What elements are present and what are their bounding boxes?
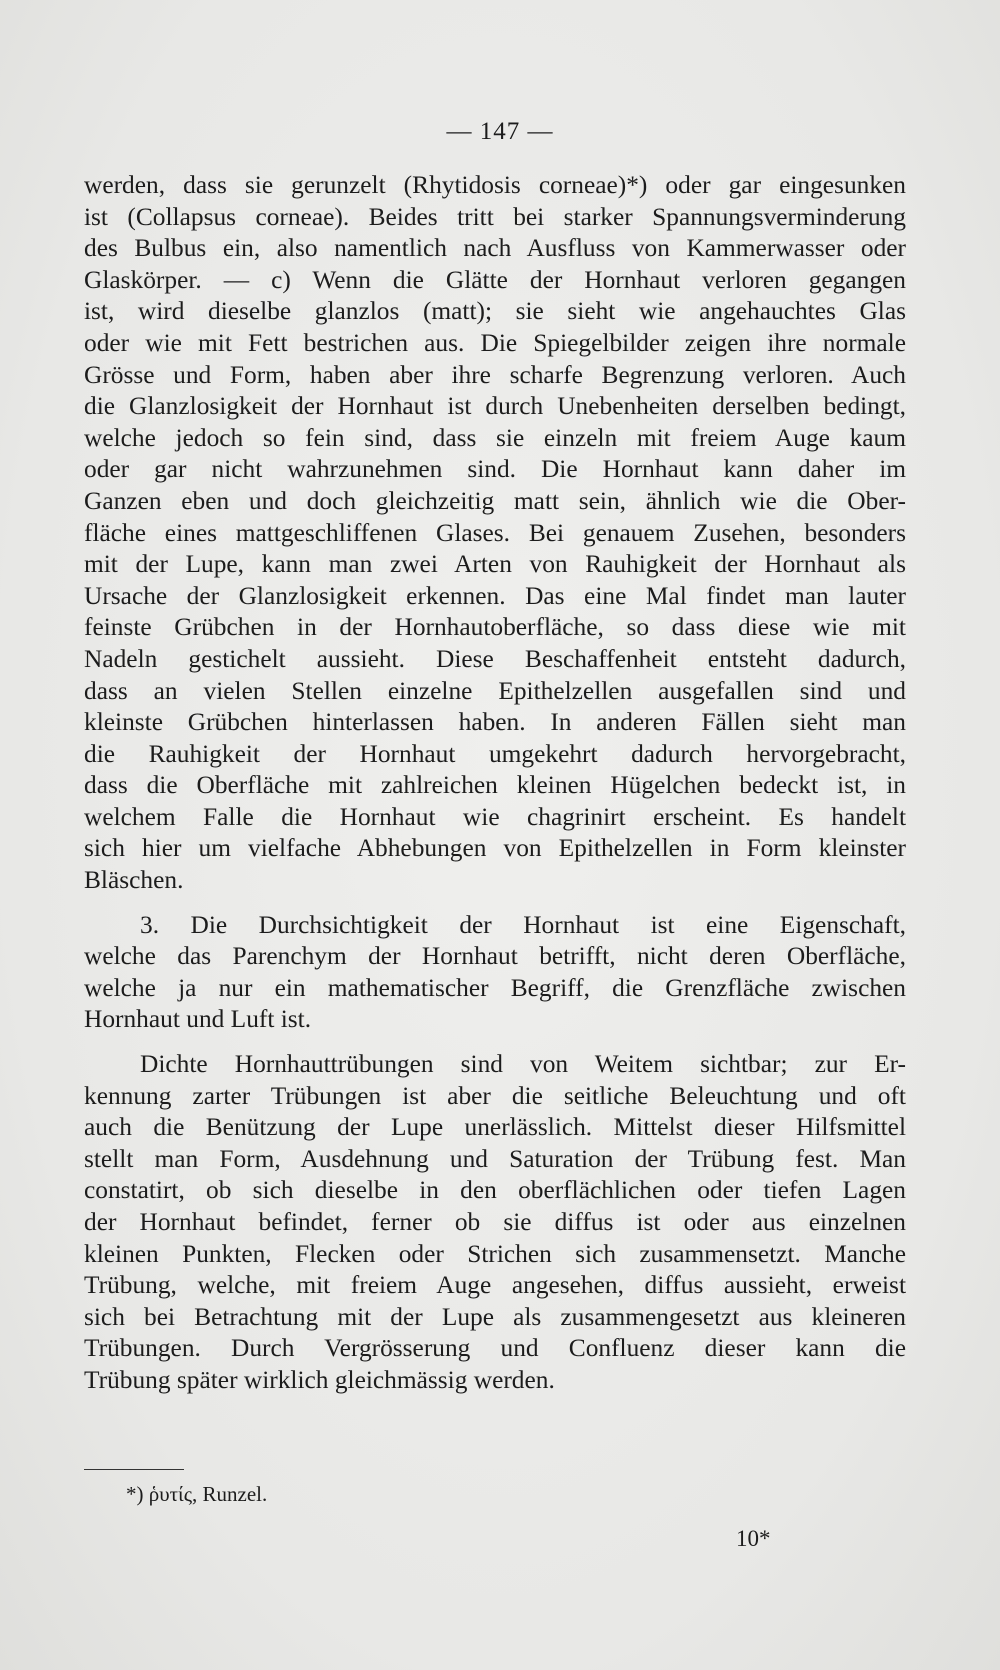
text-line: welchem Falle die Hornhaut wie chagrinirt erscheint. Es handelt — [84, 802, 906, 831]
text-line: kleinen Punkten, Flecken oder Strichen sich zusammensetzt. Manche — [84, 1239, 906, 1268]
text-line: dass die Oberfläche mit zahlreichen kleinen Hügelchen bedeckt ist, in — [84, 771, 906, 800]
text-line: Trübung später wirklich gleichmässig werden. — [84, 1365, 555, 1394]
paragraph-gap — [84, 897, 906, 910]
text-line: Ganzen eben und doch gleichzeitig matt sein, ähnlich wie die Ober- — [84, 486, 906, 515]
body-text — [84, 170, 906, 1397]
signature-mark: 10* — [736, 1526, 771, 1551]
text-line: stellt man Form, Ausdehnung und Saturation der Trübung fest. Man — [84, 1144, 906, 1173]
footnote: *) ῥυτίς, Runzel. — [126, 1482, 268, 1506]
text-line: mit der Lupe, kann man zwei Arten von Rauhigkeit der Hornhaut als — [84, 550, 906, 579]
text-line: Trübungen. Durch Vergrösserung und Confluenz dieser kann die — [84, 1334, 906, 1363]
paragraph-gap — [84, 1036, 906, 1049]
text-line: werden, dass sie gerunzelt (Rhytidosis corneae)*) oder gar eingesunken — [84, 171, 906, 199]
text-line: 3. Die Durchsichtigkeit der Hornhaut ist eine Eigenschaft, — [140, 910, 906, 939]
text-line: dass an vielen Stellen einzelne Epithelzellen ausgefallen sind und — [84, 676, 906, 705]
text-line: sich hier um vielfache Abhebungen von Epithelzellen in Form kleinster — [84, 834, 906, 863]
text-line: feinste Grübchen in der Hornhautoberfläche, so dass diese wie mit — [84, 613, 906, 642]
text-line: fläche eines mattgeschliffenen Glases. Bei genauem Zusehen, besonders — [84, 518, 906, 547]
text-line: welche ja nur ein mathematischer Begriff, die Grenzfläche zwischen — [84, 973, 906, 1002]
text-line: Grösse und Form, haben aber ihre scharfe Begrenzung verloren. Auch — [84, 360, 906, 389]
text-line: welche jedoch so fein sind, dass sie einzeln mit freiem Auge kaum — [84, 423, 906, 452]
footnote-divider — [84, 1469, 184, 1470]
text-line: constatirt, ob sich dieselbe in den oberflächlichen oder tiefen Lagen — [84, 1176, 906, 1205]
text-line: die Glanzlosigkeit der Hornhaut ist durch Unebenheiten derselben bedingt, — [84, 392, 906, 421]
text-line: Nadeln gestichelt aussieht. Diese Beschaffenheit entsteht dadurch, — [84, 644, 906, 673]
text-line: welche das Parenchym der Hornhaut betrifft, nicht deren Oberfläche, — [84, 942, 906, 971]
text-line: ist, wird dieselbe glanzlos (matt); sie sieht wie angehauchtes Glas — [84, 297, 906, 326]
text-line: kleinste Grübchen hinterlassen haben. In anderen Fällen sieht man — [84, 708, 906, 737]
text-line: ist (Collapsus corneae). Beides tritt bei starker Spannungsverminderung — [84, 202, 906, 231]
text-line: die Rauhigkeit der Hornhaut umgekehrt dadurch hervorgebracht, — [84, 739, 906, 768]
text-line: Hornhaut und Luft ist. — [84, 1005, 312, 1034]
text-line: Ursache der Glanzlosigkeit erkennen. Das eine Mal findet man lauter — [84, 581, 906, 610]
text-line: Glaskörper. — c) Wenn die Glätte der Hornhaut verloren gegangen — [84, 265, 906, 294]
text-line: kennung zarter Trübungen ist aber die seitliche Beleuchtung und oft — [84, 1081, 906, 1110]
text-line: auch die Benützung der Lupe unerlässlich. Mittelst dieser Hilfsmittel — [84, 1113, 906, 1142]
text-line: Bläschen. — [84, 866, 184, 895]
text-line: Dichte Hornhauttrübungen sind von Weitem sichtbar; zur Er- — [140, 1050, 906, 1079]
text-line: der Hornhaut befindet, ferner ob sie diffus ist oder aus einzelnen — [84, 1208, 906, 1236]
text-line: oder gar nicht wahrzunehmen sind. Die Hornhaut kann daher im — [84, 455, 906, 484]
text-line: des Bulbus ein, also namentlich nach Ausfluss von Kammerwasser oder — [84, 234, 906, 263]
text-line: oder wie mit Fett bestrichen aus. Die Spiegelbilder zeigen ihre normale — [84, 328, 906, 357]
text-line: Trübung, welche, mit freiem Auge angesehen, diffus aussieht, erweist — [84, 1271, 906, 1300]
text-line: sich bei Betrachtung mit der Lupe als zusammengesetzt aus kleineren — [84, 1302, 906, 1331]
page-number: — 147 — — [446, 118, 554, 145]
